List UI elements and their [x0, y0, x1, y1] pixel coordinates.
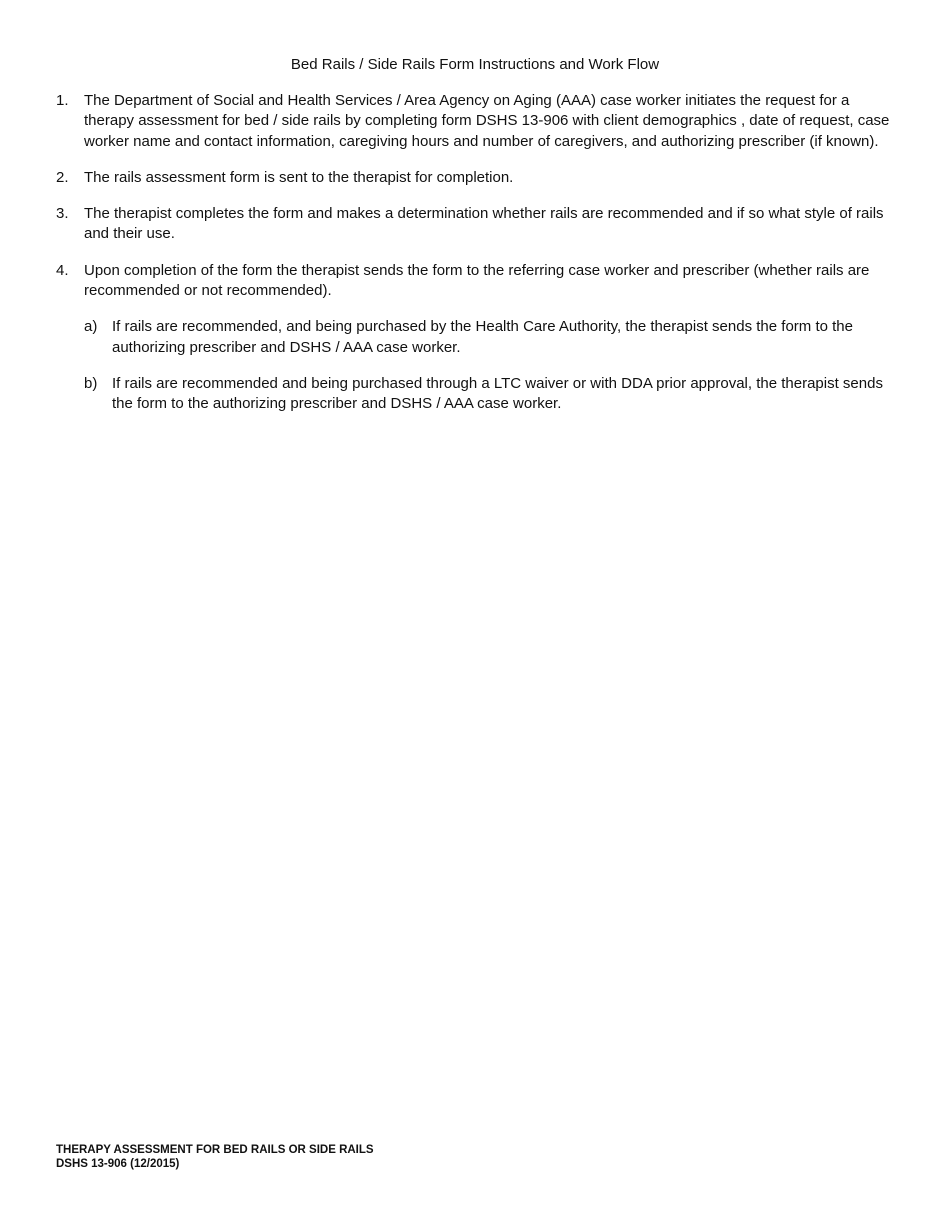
step-number: 1.: [56, 92, 69, 109]
substep-text: If rails are recommended, and being purchased by the Health Care Authority, the therapist sends the form to the authorizing prescriber and DSHS / AAA case worker.: [112, 318, 853, 356]
step-number: 2.: [56, 168, 69, 186]
step-text: Upon completion of the form the therapist sends the form to the referring case worker and prescriber (whether rails are recommended or not recommended).: [84, 261, 870, 300]
step-number: 4.: [56, 261, 69, 279]
sub-instruction-list: [84, 317, 890, 414]
sub-list-item: [84, 317, 890, 358]
step-text: The therapist completes the form and makes a determination whether rails are recommended and if so what style of rails and their use.: [84, 205, 884, 243]
form-footer: [56, 1143, 374, 1171]
page-title: Bed Rails / Side Rails Form Instructions and Work Flow: [290, 56, 660, 73]
sub-list-item: [84, 374, 890, 415]
step-text: The rails assessment form is sent to the therapist for completion.: [84, 168, 514, 186]
list-item: [56, 261, 890, 415]
step-number: 3.: [56, 205, 69, 223]
list-item: [56, 204, 890, 245]
list-item: [56, 91, 890, 152]
substep-letter: b): [84, 374, 98, 392]
substep-letter: a): [84, 318, 98, 336]
list-item: [56, 168, 890, 188]
footer-form-number: DSHS 13-906 (12/2015): [56, 1158, 180, 1170]
footer-form-title: THERAPY ASSESSMENT FOR BED RAILS OR SIDE RAILS: [56, 1144, 374, 1156]
substep-text: If rails are recommended and being purchased through a LTC waiver or with DDA prior approval, the therapist sends the form to the authorizing prescriber and DSHS / AAA case worker.: [112, 374, 883, 413]
step-text: The Department of Social and Health Services / Area Agency on Aging (AAA) case worker initiates the request for a therapy assessment for bed / side rails by completing form DSHS 13-906 with client demographics , date of request, case worker name and contact information, caregiving hours and number of caregivers, and authorizing prescriber (if known).: [84, 92, 890, 150]
instruction-list: [56, 91, 890, 431]
